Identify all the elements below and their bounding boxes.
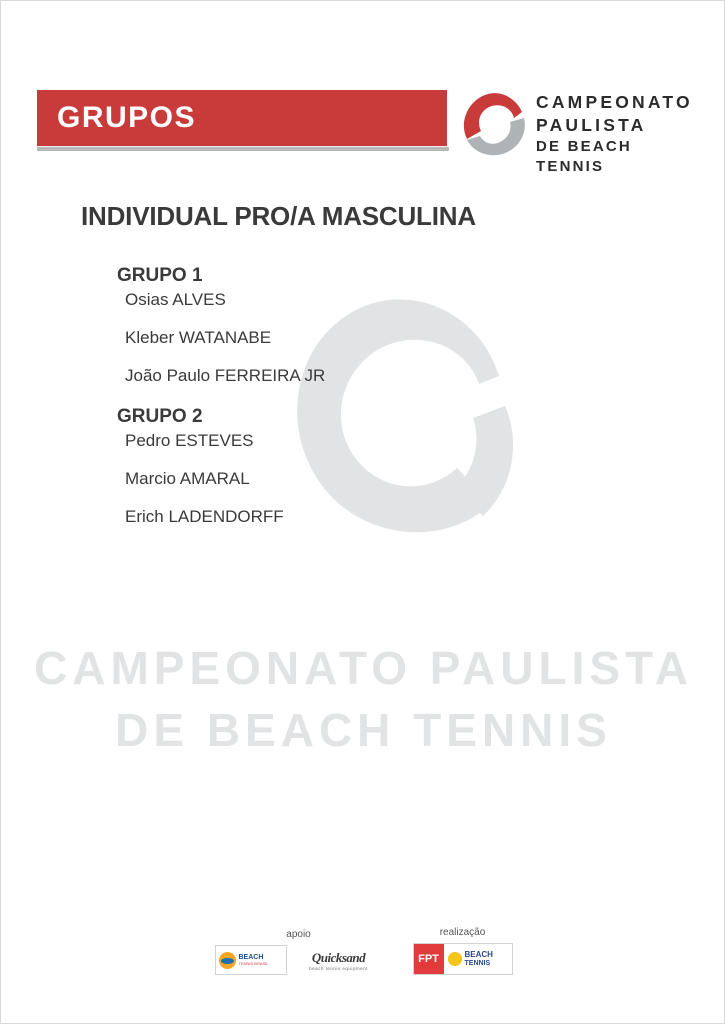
player-name: João Paulo FERREIRA JR <box>125 366 326 385</box>
fpt-logo-text: BEACH TENNIS <box>464 949 493 967</box>
watermark-line-2: DE BEACH TENNIS <box>115 704 612 757</box>
beach-ball-icon <box>219 952 236 969</box>
page-title: GRUPOS <box>57 101 197 134</box>
brand-logo-text <box>536 91 696 177</box>
footer-support-label: apoio <box>286 929 311 940</box>
footer-organization-label: realização <box>439 927 486 938</box>
beach-tennis-brasil-logo-text: BEACH TENNIS BRASIL <box>238 954 269 966</box>
group-block <box>1 265 725 384</box>
player-name: Marcio AMARAL <box>125 469 250 488</box>
quicksand-logo-sub: beach tennis equipment <box>309 965 368 971</box>
header-underline-divider <box>37 147 449 151</box>
brand-line-2: PAULISTA <box>536 115 647 136</box>
watermark-line-1: CAMPEONATO PAULISTA <box>34 642 693 694</box>
beach-tennis-circle-icon <box>456 85 532 161</box>
player-name: Pedro ESTEVES <box>125 431 254 450</box>
brand-logo <box>456 81 696 175</box>
groups-list <box>1 265 725 547</box>
brand-line-1: CAMPEONATO <box>536 92 693 112</box>
category-heading: INDIVIDUAL PRO/A MASCULINA <box>81 201 476 231</box>
fpt-logo-mark: FPT <box>414 944 444 974</box>
player-name: Osias ALVES <box>125 290 226 309</box>
footer-support-logos <box>215 945 383 975</box>
brand-line-3: DE BEACH TENNIS <box>536 138 632 175</box>
footer <box>1 927 725 975</box>
quicksand-logo <box>295 946 383 974</box>
group-title: GRUPO 2 <box>117 406 203 427</box>
group-block <box>1 406 725 525</box>
player-name: Kleber WATANABE <box>125 328 272 347</box>
fpt-logo-body <box>444 951 512 967</box>
header-banner <box>37 90 447 146</box>
group-title: GRUPO 1 <box>117 265 203 286</box>
quicksand-logo-word: Quicksand <box>311 949 366 965</box>
beach-tennis-brasil-logo <box>215 945 287 975</box>
footer-support-block <box>215 929 383 975</box>
player-name: Erich LADENDORFF <box>125 507 284 526</box>
footer-organization-logos <box>413 943 513 975</box>
watermark-text <box>1 637 725 761</box>
footer-organization-block <box>413 927 513 975</box>
fpt-beach-tennis-logo <box>413 943 513 975</box>
tennis-ball-icon <box>448 952 462 966</box>
